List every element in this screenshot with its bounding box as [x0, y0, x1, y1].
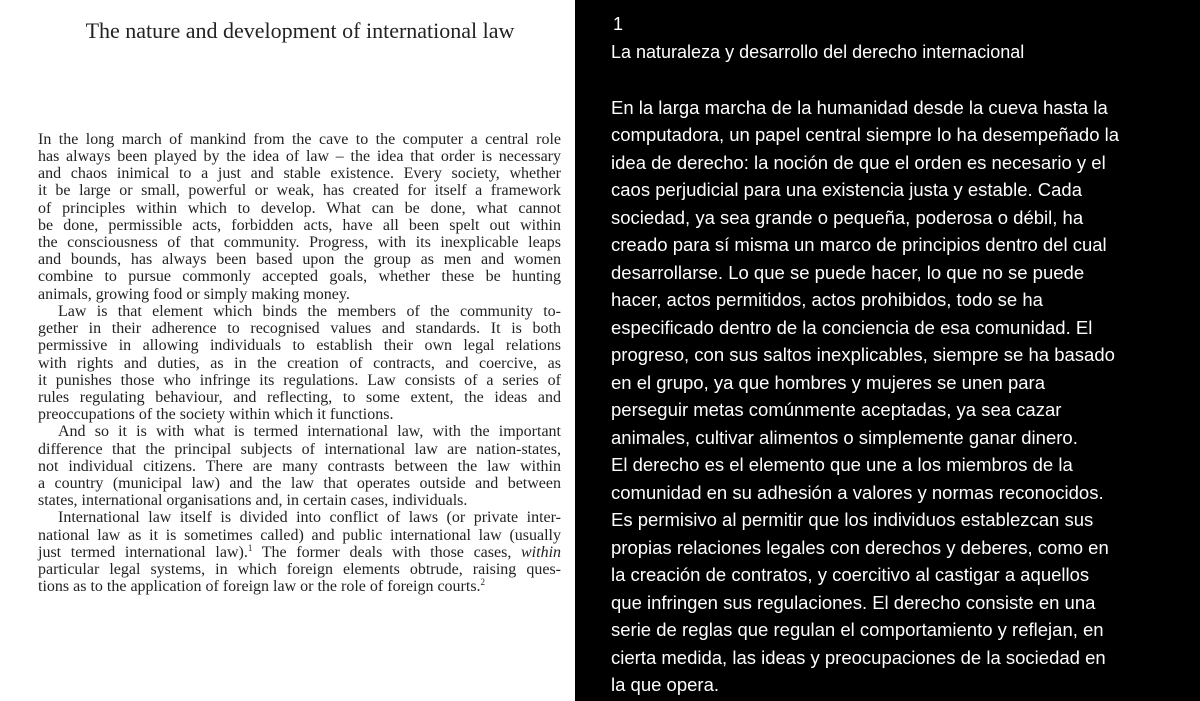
original-line: rules regulating behaviour, and reflecting, to some extent, the ideas and	[38, 389, 561, 406]
original-line: and chaos inimical to a just and stable existence. Every society, whether	[38, 165, 561, 182]
translation-line: idea de derecho: la noción de que el orden es necesario y el	[611, 152, 1106, 173]
original-line: it be large or small, powerful or weak, has created for itself a framework	[38, 182, 561, 199]
original-line: it punishes those who infringe its regulations. Law consists of a series of	[38, 372, 561, 389]
original-line-part: just termed international law).	[38, 544, 248, 561]
original-line: And so it is with what is termed international law, with the important	[58, 423, 561, 440]
original-line: of principles within which to develop. What can be done, what cannot	[38, 200, 561, 217]
translation-panel	[575, 0, 1200, 701]
translation-title: La naturaleza y desarrollo del derecho internacional	[611, 42, 1025, 62]
translation-line: progreso, con sus saltos inexplicables, siempre se ha basado	[611, 344, 1115, 365]
translation-line: desarrollarse. Lo que se puede hacer, lo que no se puede	[611, 262, 1085, 283]
original-line: the consciousness of that community. Progress, with its inexplicable leaps	[38, 234, 561, 251]
footnote-marker: 2	[480, 577, 486, 587]
translation-line: la que opera.	[611, 674, 720, 695]
original-page	[0, 0, 575, 701]
translation-line: En la larga marcha de la humanidad desde la cueva hasta la	[611, 97, 1108, 118]
original-line: Law is that element which binds the members of the community to-	[58, 303, 561, 320]
translation-line: El derecho es el elemento que une a los miembros de la	[611, 454, 1073, 475]
translation-line: en el grupo, ya que hombres y mujeres se unen para	[611, 372, 1045, 393]
original-line: In the long march of mankind from the cave to the computer a central role	[38, 131, 561, 148]
translation-line: hacer, actos permitidos, actos prohibidos, todo se ha	[611, 289, 1043, 310]
original-line: International law itself is divided into conflict of laws (or private inter-	[58, 509, 561, 526]
original-line: permissive in allowing individuals to establish their own legal relations	[38, 337, 561, 354]
original-line: animals, growing food or simply making money.	[38, 286, 350, 303]
original-line: preoccupations of the society within which it functions.	[38, 406, 394, 423]
original-line-italic: within	[521, 544, 562, 561]
original-line	[38, 544, 561, 562]
translation-line: serie de reglas que regulan el comportamiento y reflejan, en	[611, 619, 1104, 640]
original-line: particular legal systems, in which foreign elements obtrude, raising ques-	[38, 561, 561, 578]
translation-line: sociedad, ya sea grande o pequeña, poderosa o débil, ha	[611, 207, 1084, 228]
translation-line: propias relaciones legales con derechos y deberes, como en	[611, 537, 1109, 558]
translation-line: comunidad en su adhesión a valores y normas reconocidos.	[611, 482, 1104, 503]
original-line: national law as it is sometimes called) and public international law (usually	[38, 527, 561, 544]
translation-line: la creación de contratos, y coercitivo al castigar a aquellos	[611, 564, 1090, 585]
translation-line: creado para sí misma un marco de principios dentro del cual	[611, 234, 1107, 255]
original-line: gether in their adherence to recognised values and standards. It is both	[38, 320, 561, 337]
original-line: combine to pursue commonly accepted goals, whether these be hunting	[38, 268, 561, 285]
original-line: difference that the principal subjects of international law are nation-states,	[38, 441, 561, 458]
translation-line: especificado dentro de la conciencia de esa comunidad. El	[611, 317, 1093, 338]
original-line-part: tions as to the application of foreign law or the role of foreign courts.	[38, 578, 481, 595]
translation-line: computadora, un papel central siempre lo ha desempeñado la	[611, 124, 1120, 145]
original-line: states, international organisations and, in certain cases, individuals.	[38, 492, 468, 509]
original-line: with rights and duties, as in the creation of contracts, and coercive, as	[38, 355, 561, 372]
footnote-marker: 1	[247, 543, 253, 553]
original-line: be done, permissible acts, forbidden acts, have all been spelt out within	[38, 217, 561, 234]
translation-line: Es permisivo al permitir que los individuos establezcan sus	[611, 509, 1094, 530]
translation-line: caos perjudicial para una existencia justa y estable. Cada	[611, 179, 1083, 200]
original-line	[38, 578, 561, 596]
translation-line: animales, cultivar alimentos o simplemente ganar dinero.	[611, 427, 1078, 448]
translation-line: perseguir metas comúnmente aceptadas, ya sea cazar	[611, 399, 1062, 420]
original-line-part: The former deals with those cases,	[252, 544, 521, 561]
original-line: a country (municipal law) and the law that operates outside and between	[38, 475, 561, 492]
original-line: and bounds, has always been based upon the group as men and women	[38, 251, 561, 268]
translation-line: cierta medida, las ideas y preocupaciones de la sociedad en	[611, 647, 1106, 668]
translation-line: que infringen sus regulaciones. El derecho consiste en una	[611, 592, 1096, 613]
original-title: The nature and development of international law	[85, 18, 515, 43]
original-line: not individual citizens. There are many contrasts between the law within	[38, 458, 561, 475]
original-line: has always been played by the idea of law – the idea that order is necessary	[38, 148, 561, 165]
chapter-number: 1	[613, 14, 624, 34]
